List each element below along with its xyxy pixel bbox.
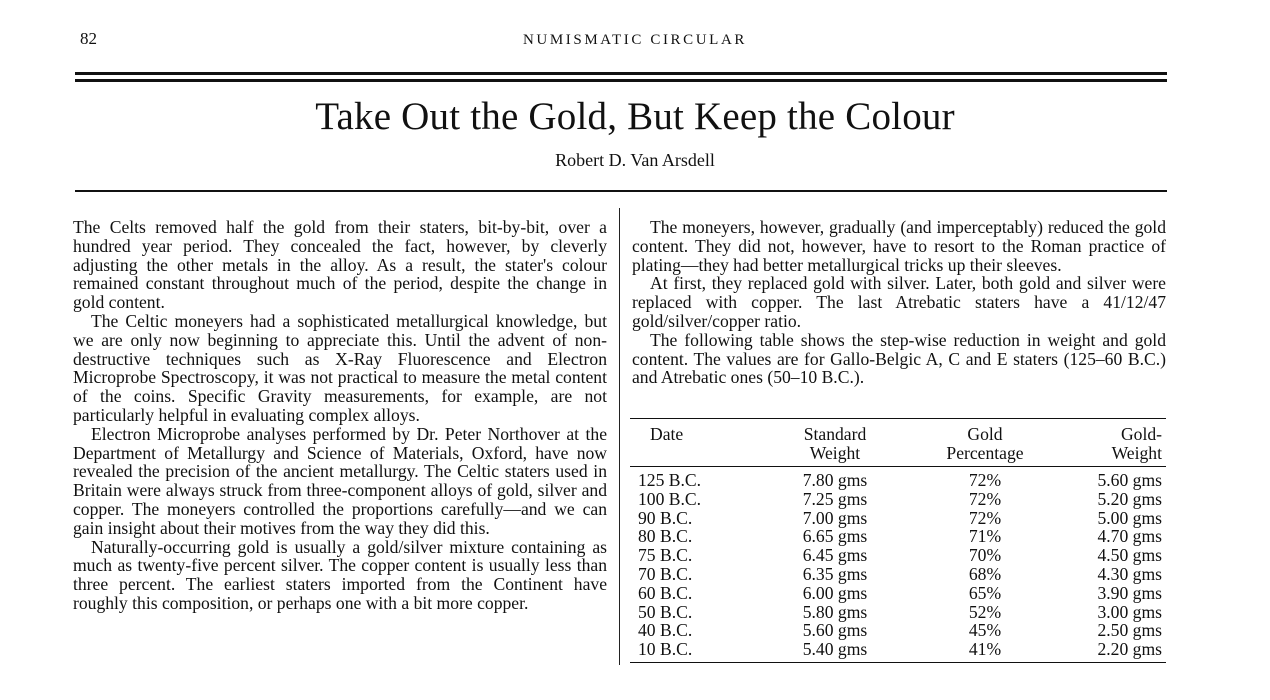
- left-paragraph-2: The Celtic moneyers had a sophisticated metallurgical knowledge, but we are only now beginning to appreciate this. Until the advent of non-destructive techniques such as X-Ray Fluorescence and Electron Microprobe Spectroscopy, it was not practical to measure the metal content of the coins. Specific Gravity measurements, for example, are not particularly helpful in evaluating complex alloys.: [73, 310, 607, 425]
- cell-standard-weight: 5.40 gms: [760, 640, 910, 662]
- cell-gold-percentage: 45%: [968, 620, 1002, 641]
- cell-standard-weight: 6.65 gms: [802, 526, 868, 547]
- article-title: Take Out the Gold, But Keep the Colour: [315, 95, 955, 138]
- table-row: [630, 640, 1166, 662]
- table-row: [630, 584, 1166, 603]
- cell-gold-weight: 5.00 gms: [1097, 507, 1162, 528]
- left-paragraph-4: Naturally-occurring gold is usually a gold/silver mixture containing as much as twenty-five percent silver. The copper content is usually less than three percent. The earliest staters imported from the Continent have roughly this composition, or perhaps one with a bit more copper.: [73, 536, 607, 613]
- right-paragraph-3: The following table shows the step-wise reduction in weight and gold content. The values are for Gallo-Belgic A, C and E staters (125–60 B.C.) and Atrebatic ones (50–10 B.C.).: [632, 329, 1166, 388]
- cell-date: 60 B.C.: [638, 582, 693, 603]
- page-number: 82: [80, 29, 97, 48]
- cell-gold-weight: 2.50 gms: [1097, 620, 1162, 641]
- gold-content-table: [630, 418, 1166, 663]
- cell-gold-percentage: 71%: [968, 526, 1002, 547]
- cell-standard-weight: 6.35 gms: [802, 563, 868, 584]
- table-header-row: [630, 419, 1166, 467]
- header-gold-percentage-line1: Gold: [967, 424, 1003, 444]
- cell-gold-weight: 3.00 gms: [1097, 601, 1162, 622]
- cell-standard-weight: 7.25 gms: [802, 488, 868, 509]
- cell-gold-percentage: 72%: [968, 488, 1002, 509]
- header-gold-percentage: [910, 419, 1060, 467]
- article-author: Robert D. Van Arsdell: [555, 150, 715, 170]
- cell-gold-percentage: 72%: [968, 470, 1002, 490]
- cell-standard-weight: 6.00 gms: [802, 582, 868, 603]
- right-paragraph-1: The moneyers, however, gradually (and imperceptably) reduced the gold content. They did not, however, have to resort to the Roman practice of plating—they had better metallurgical tricks up their sleeves.: [632, 217, 1166, 275]
- column-divider: [619, 208, 620, 665]
- table-body: [630, 467, 1166, 663]
- left-column: [73, 218, 607, 613]
- cell-date: 75 B.C.: [638, 545, 693, 566]
- cell-gold-weight: 5.60 gms: [1097, 470, 1162, 490]
- cell-date: 40 B.C.: [638, 620, 693, 641]
- cell-standard-weight: 5.80 gms: [802, 601, 868, 622]
- cell-gold-percentage: 72%: [968, 507, 1002, 528]
- cell-date: 50 B.C.: [638, 601, 693, 622]
- header-gold-percentage-line2: Percentage: [946, 443, 1024, 463]
- cell-gold-weight: 3.90 gms: [1097, 582, 1162, 603]
- cell-date: 90 B.C.: [638, 507, 693, 528]
- header-rule-bottom: [75, 79, 1167, 82]
- table-row: [630, 565, 1166, 584]
- header-gold-weight-line2: Weight: [1111, 443, 1162, 463]
- cell-gold-weight: 4.30 gms: [1097, 563, 1162, 584]
- cell-gold-percentage: 52%: [968, 601, 1002, 622]
- right-column: [632, 218, 1166, 387]
- cell-standard-weight: 6.45 gms: [802, 545, 868, 566]
- header-gold-weight: [1060, 419, 1166, 467]
- table-row: [630, 490, 1166, 509]
- cell-gold-percentage: 68%: [968, 563, 1002, 584]
- table-row: [630, 546, 1166, 565]
- right-paragraph-2: At first, they replaced gold with silver. Later, both gold and silver were replaced with copper. The last Atrebatic staters have a 41/12/47 gold/silver/copper ratio.: [632, 273, 1166, 331]
- title-rule: [75, 190, 1167, 192]
- cell-date: 80 B.C.: [638, 526, 693, 547]
- table-row: [630, 467, 1166, 490]
- cell-date: 125 B.C.: [638, 470, 702, 490]
- table-row: [630, 603, 1166, 622]
- cell-date: 70 B.C.: [638, 563, 693, 584]
- cell-date: 10 B.C.: [630, 640, 760, 662]
- header-standard-weight-line1: Standard: [803, 424, 867, 444]
- cell-gold-percentage: 70%: [968, 545, 1002, 566]
- header-rule-top: [75, 72, 1167, 75]
- cell-gold-weight: 4.50 gms: [1097, 545, 1162, 566]
- cell-standard-weight: 5.60 gms: [802, 620, 868, 641]
- left-paragraph-3: Electron Microprobe analyses performed by Dr. Peter Northover at the Department of Metallurgy and Science of Materials, Oxford, have now revealed the precision of the ancient metallurgy. The Celtic staters used in Britain were always struck from three-component alloys of gold, silver and copper. The moneyers controlled the proportions carefully—and we can gain insight about their motives from the way they did this.: [73, 423, 607, 538]
- cell-date: 100 B.C.: [638, 488, 702, 509]
- cell-gold-weight: 2.20 gms: [1060, 640, 1166, 662]
- running-head: NUMISMATIC CIRCULAR: [522, 32, 747, 48]
- cell-standard-weight: 7.00 gms: [802, 507, 868, 528]
- header-date: Date: [630, 419, 760, 467]
- header-standard-weight: [760, 419, 910, 467]
- left-paragraph-1: The Celts removed half the gold from their staters, bit-by-bit, over a hundred year period. They concealed the fact, however, by cleverly adjusting the other metals in the alloy. As a result, the stater's colour remained constant throughout much of the period, despite the change in gold content.: [73, 217, 607, 313]
- cell-gold-weight: 4.70 gms: [1097, 526, 1162, 547]
- cell-gold-percentage: 41%: [910, 640, 1060, 662]
- header-gold-weight-line1: Gold-: [1120, 424, 1162, 444]
- cell-gold-percentage: 65%: [968, 582, 1002, 603]
- table-row: [630, 621, 1166, 640]
- header-standard-weight-line2: Weight: [809, 443, 861, 463]
- table-row: [630, 509, 1166, 528]
- cell-gold-weight: 5.20 gms: [1097, 488, 1162, 509]
- table-row: [630, 527, 1166, 546]
- cell-standard-weight: 7.80 gms: [802, 470, 868, 490]
